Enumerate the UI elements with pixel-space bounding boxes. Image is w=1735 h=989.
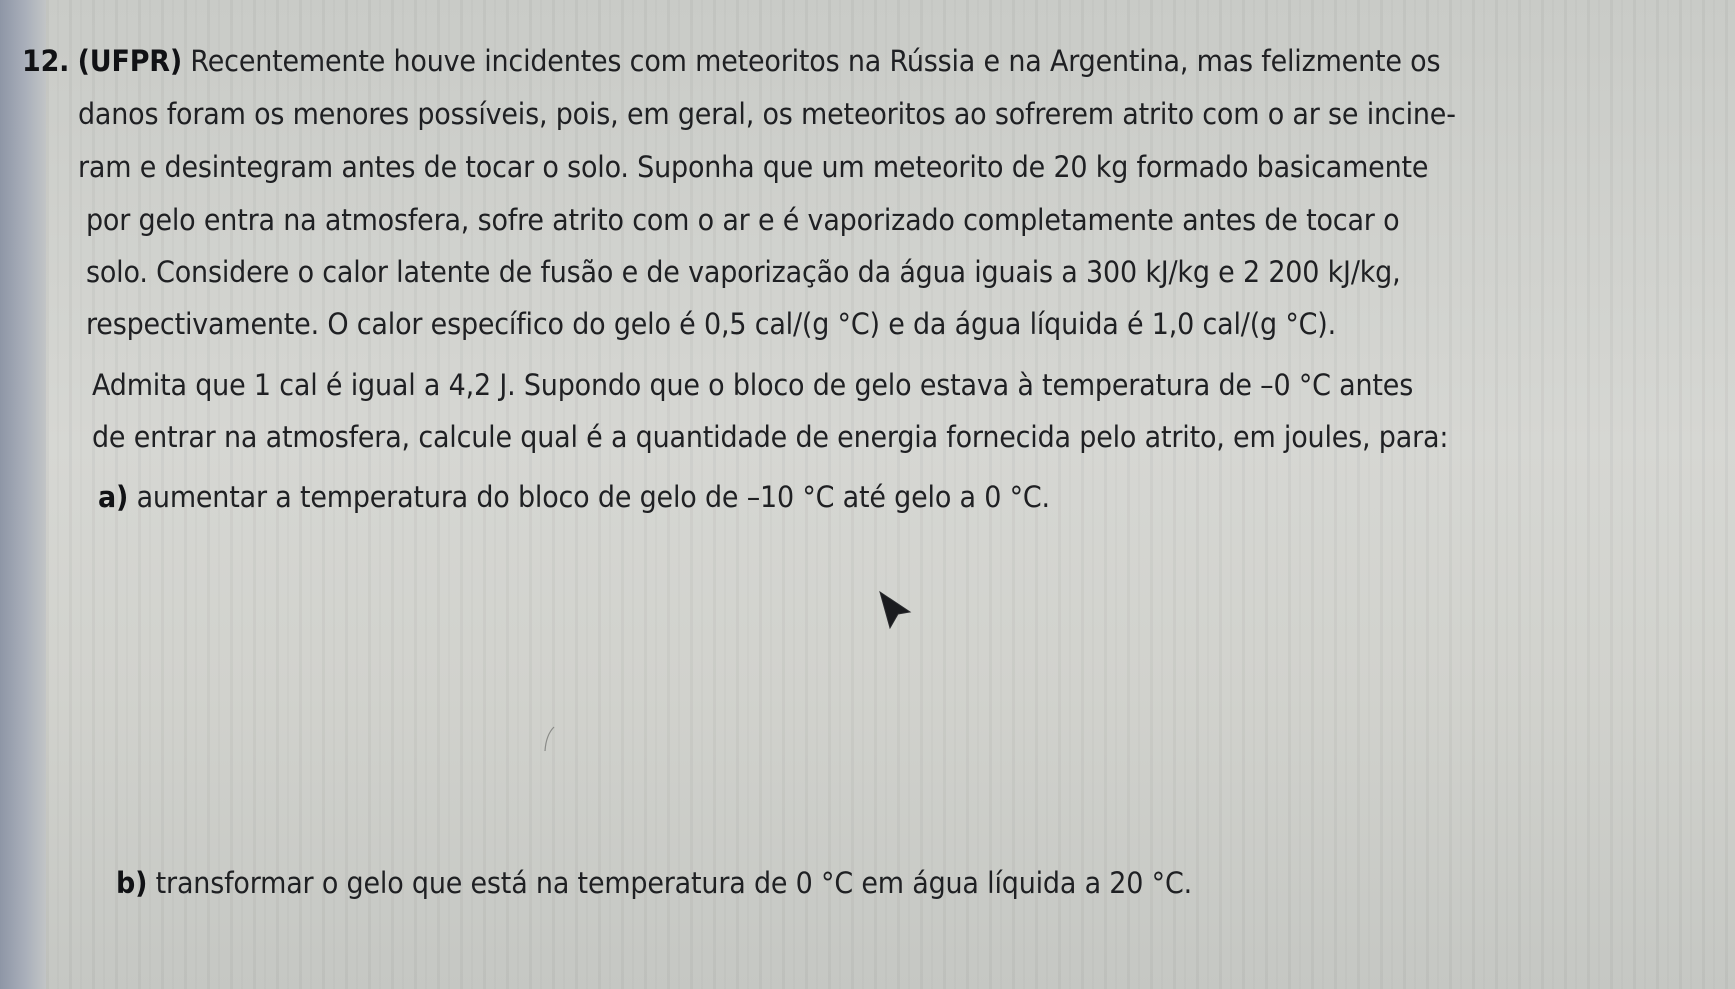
pencil-mark bbox=[540, 725, 560, 755]
statement-line-1 bbox=[22, 44, 1440, 78]
item-b-letter: b) bbox=[116, 866, 148, 900]
question-source: (UFPR) bbox=[77, 44, 183, 78]
statement-line-2: danos foram os menores possíveis, pois, em geral, os meteoritos ao sofrerem atrito com o ar se incine- bbox=[78, 97, 1456, 131]
item-b bbox=[116, 866, 1192, 900]
statement-line-6: respectivamente. O calor específico do gelo é 0,5 cal/(g °C) e da água líquida é 1,0 cal/(g °C). bbox=[86, 307, 1337, 341]
item-a bbox=[98, 480, 1050, 514]
mouse-pointer-icon bbox=[878, 590, 912, 630]
item-b-text: transformar o gelo que está na temperatura de 0 °C em água líquida a 20 °C. bbox=[155, 866, 1192, 900]
statement-line-4: por gelo entra na atmosfera, sofre atrito com o ar e é vaporizado completamente antes de tocar o bbox=[86, 203, 1400, 237]
question-number: 12. bbox=[22, 44, 70, 78]
item-a-letter: a) bbox=[98, 480, 129, 514]
statement-line-5: solo. Considere o calor latente de fusão e de vaporização da água iguais a 300 kJ/kg e 2 200 kJ/kg, bbox=[86, 255, 1401, 289]
statement-text-1: Recentemente houve incidentes com meteoritos na Rússia e na Argentina, mas felizmente os bbox=[190, 44, 1441, 78]
statement-line-7: Admita que 1 cal é igual a 4,2 J. Supondo que o bloco de gelo estava à temperatura de –0 °C antes bbox=[92, 368, 1414, 402]
statement-line-8: de entrar na atmosfera, calcule qual é a quantidade de energia fornecida pelo atrito, em joules, para: bbox=[92, 420, 1449, 454]
statement-line-3: ram e desintegram antes de tocar o solo. Suponha que um meteorito de 20 kg formado basicamente bbox=[78, 150, 1429, 184]
item-a-text: aumentar a temperatura do bloco de gelo de –10 °C até gelo a 0 °C. bbox=[136, 480, 1050, 514]
